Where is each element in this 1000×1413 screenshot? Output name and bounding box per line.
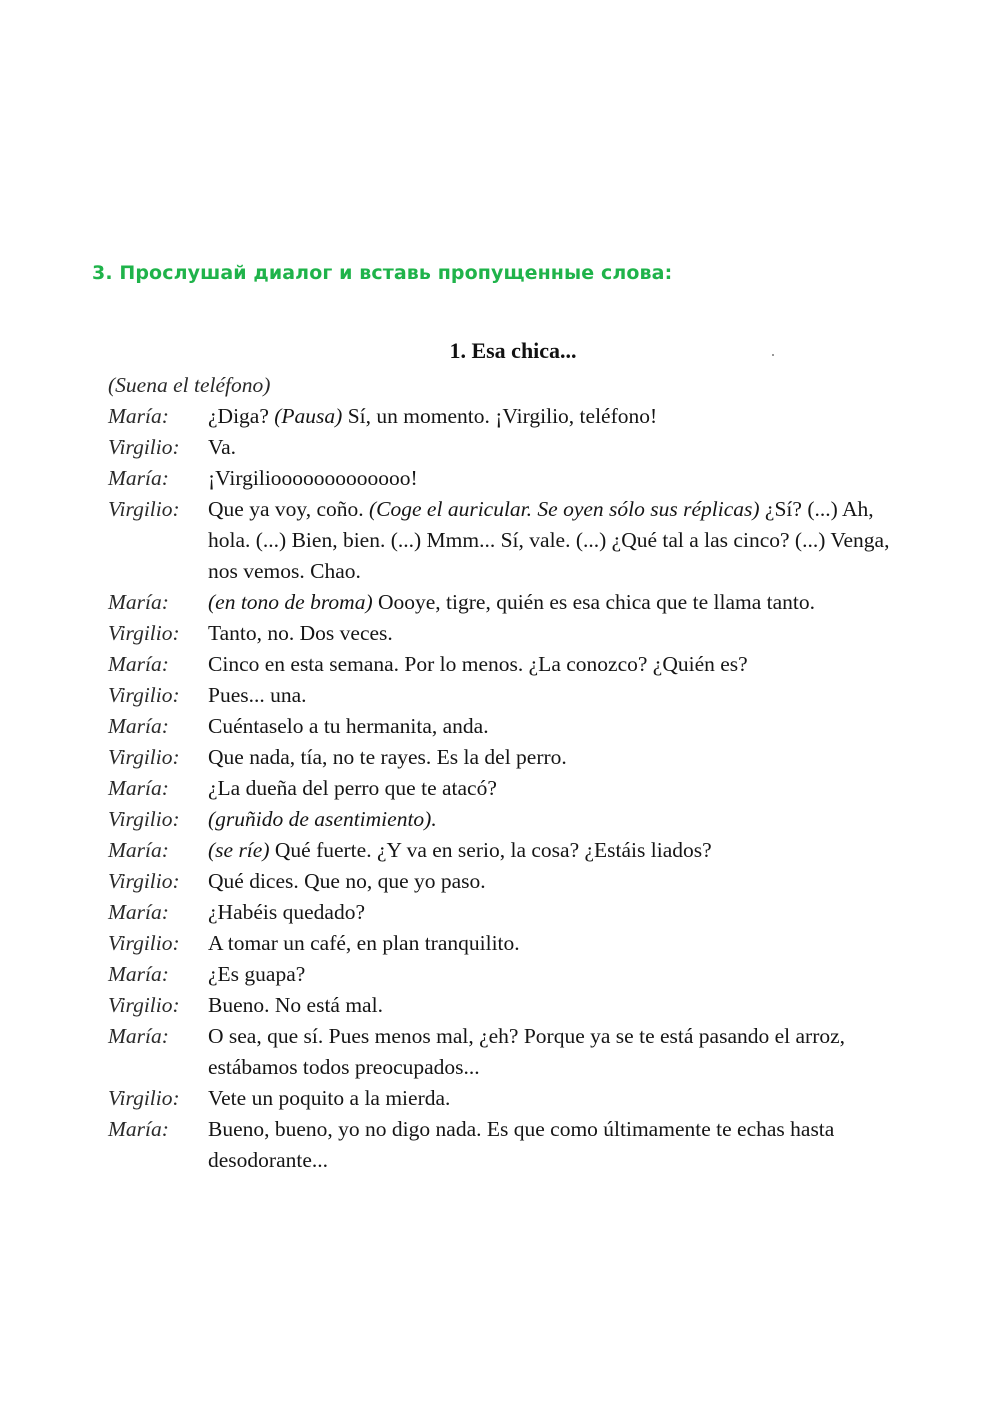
speaker-name: María: <box>108 1117 169 1141</box>
dialog-line <box>108 773 938 804</box>
speaker-name: María: <box>108 900 169 924</box>
speaker-name: Virgilio: <box>108 869 180 893</box>
dialog-line <box>108 711 938 742</box>
dialog-line <box>108 401 938 432</box>
speech-fragment: Pues... una. <box>208 683 307 707</box>
stage-note: (Pausa) <box>274 404 343 428</box>
speaker-name: María: <box>108 714 169 738</box>
speaker-name: Virgilio: <box>108 683 180 707</box>
dialog-line <box>108 618 938 649</box>
speaker-name: Virgilio: <box>108 993 180 1017</box>
speech-fragment: Cuéntaselo a tu hermanita, anda. <box>208 714 489 738</box>
stage-note: (en tono de broma) <box>208 590 373 614</box>
speech-fragment: Tanto, no. Dos veces. <box>208 621 393 645</box>
speech-text <box>208 773 920 804</box>
speech-fragment: Bueno. No está mal. <box>208 993 383 1017</box>
speech-text <box>208 401 920 432</box>
speaker-name: María: <box>108 590 169 614</box>
speaker-name: María: <box>108 466 169 490</box>
speech-fragment: A tomar un café, en plan tranquilito. <box>208 931 520 955</box>
stage-note: (gruñido de asentimiento). <box>208 807 437 831</box>
speech-fragment: ¡Virgiliooooooooooooo! <box>208 466 418 490</box>
speech-text <box>208 432 920 463</box>
speech-fragment: Sí, un momento. ¡Virgilio, teléfono! <box>342 404 658 428</box>
speaker-name: María: <box>108 404 169 428</box>
speaker-name: María: <box>108 1024 169 1048</box>
speech-fragment: ¿Habéis quedado? <box>208 900 365 924</box>
dialog-line <box>108 742 938 773</box>
speaker-name: Virgilio: <box>108 621 180 645</box>
speech-fragment: Que ya voy, coño. <box>208 497 370 521</box>
dialog-line <box>108 804 938 835</box>
speech-text <box>208 866 920 897</box>
dialog-line <box>108 835 938 866</box>
speech-text <box>208 897 920 928</box>
dialog-line <box>108 1114 938 1176</box>
speaker-name: Virgilio: <box>108 1086 180 1110</box>
dialog-line <box>108 928 938 959</box>
dialog-line <box>108 494 938 587</box>
speech-text <box>208 494 920 587</box>
speech-text <box>208 649 920 680</box>
speech-text <box>208 1083 920 1114</box>
speech-fragment: ¿Es guapa? <box>208 962 306 986</box>
speaker-name: Virgilio: <box>108 931 180 955</box>
speaker-name: Virgilio: <box>108 497 180 521</box>
speech-text <box>208 928 920 959</box>
speech-text <box>208 618 920 649</box>
task-heading: 3. Прослушай диалог и вставь пропущенные слова: <box>92 262 673 284</box>
speech-text <box>208 1021 920 1083</box>
speech-text <box>208 742 920 773</box>
dialog-line <box>108 680 938 711</box>
dialog-line <box>108 1083 938 1114</box>
speech-text <box>208 835 920 866</box>
speech-fragment: Cinco en esta semana. Por lo menos. ¿La conozco? ¿Quién es? <box>208 652 748 676</box>
stage-note: (Coge el auricular. Se oyen sólo sus réplicas) <box>369 497 760 521</box>
speech-fragment: ¿Sí? (...) Ah, hola. (...) Bien, bien. (...) Mmm... Sí, vale. (...) ¿Qué tal a las cinco? (...) Venga, nos vemos. Chao. <box>208 497 890 583</box>
speech-fragment: Oooye, tigre, quién es esa chica que te llama tanto. <box>372 590 815 614</box>
speaker-name: Virgilio: <box>108 807 180 831</box>
speech-fragment: Vete un poquito a la mierda. <box>208 1086 451 1110</box>
dialog-title <box>0 338 1000 364</box>
speech-fragment: Bueno, bueno, yo no digo nada. Es que como últimamente te echas hasta desodorante... <box>208 1117 835 1172</box>
speech-fragment: O sea, que sí. Pues menos mal, ¿eh? Porque ya se te está pasando el arroz, estábamos todos preocupados... <box>208 1024 846 1079</box>
dialog-line <box>108 649 938 680</box>
dialog-line <box>108 897 938 928</box>
dialog-line <box>108 587 938 618</box>
speech-text <box>208 990 920 1021</box>
speaker-name: María: <box>108 962 169 986</box>
dialog-line <box>108 866 938 897</box>
stage-direction: (Suena el teléfono) <box>108 373 271 397</box>
dialog-line <box>108 463 938 494</box>
dialog-line <box>108 959 938 990</box>
speech-text <box>208 680 920 711</box>
speaker-name: María: <box>108 838 169 862</box>
dialog-title-text: 1. Esa chica... <box>449 338 577 363</box>
dialog-line <box>108 1021 938 1083</box>
speech-fragment: ¿La dueña del perro que te atacó? <box>208 776 497 800</box>
speech-text <box>208 1114 920 1176</box>
speech-fragment: Qué dices. Que no, que yo paso. <box>208 869 486 893</box>
speech-text <box>208 587 920 618</box>
dialog-text <box>108 370 938 1176</box>
speech-text <box>208 711 920 742</box>
speaker-name: María: <box>108 776 169 800</box>
stage-note: (se ríe) <box>208 838 270 862</box>
speech-fragment: Qué fuerte. ¿Y va en serio, la cosa? ¿Estáis liados? <box>269 838 712 862</box>
speech-text <box>208 959 920 990</box>
dialog-line <box>108 990 938 1021</box>
speech-text <box>208 463 920 494</box>
speaker-name: Virgilio: <box>108 745 180 769</box>
speaker-name: María: <box>108 652 169 676</box>
dialog-line <box>108 432 938 463</box>
speech-fragment: Va. <box>208 435 237 459</box>
speaker-name: Virgilio: <box>108 435 180 459</box>
speech-fragment: Que nada, tía, no te rayes. Es la del perro. <box>208 745 567 769</box>
speech-text <box>208 804 920 835</box>
speech-fragment: ¿Diga? <box>208 404 275 428</box>
stray-dot <box>772 354 774 356</box>
